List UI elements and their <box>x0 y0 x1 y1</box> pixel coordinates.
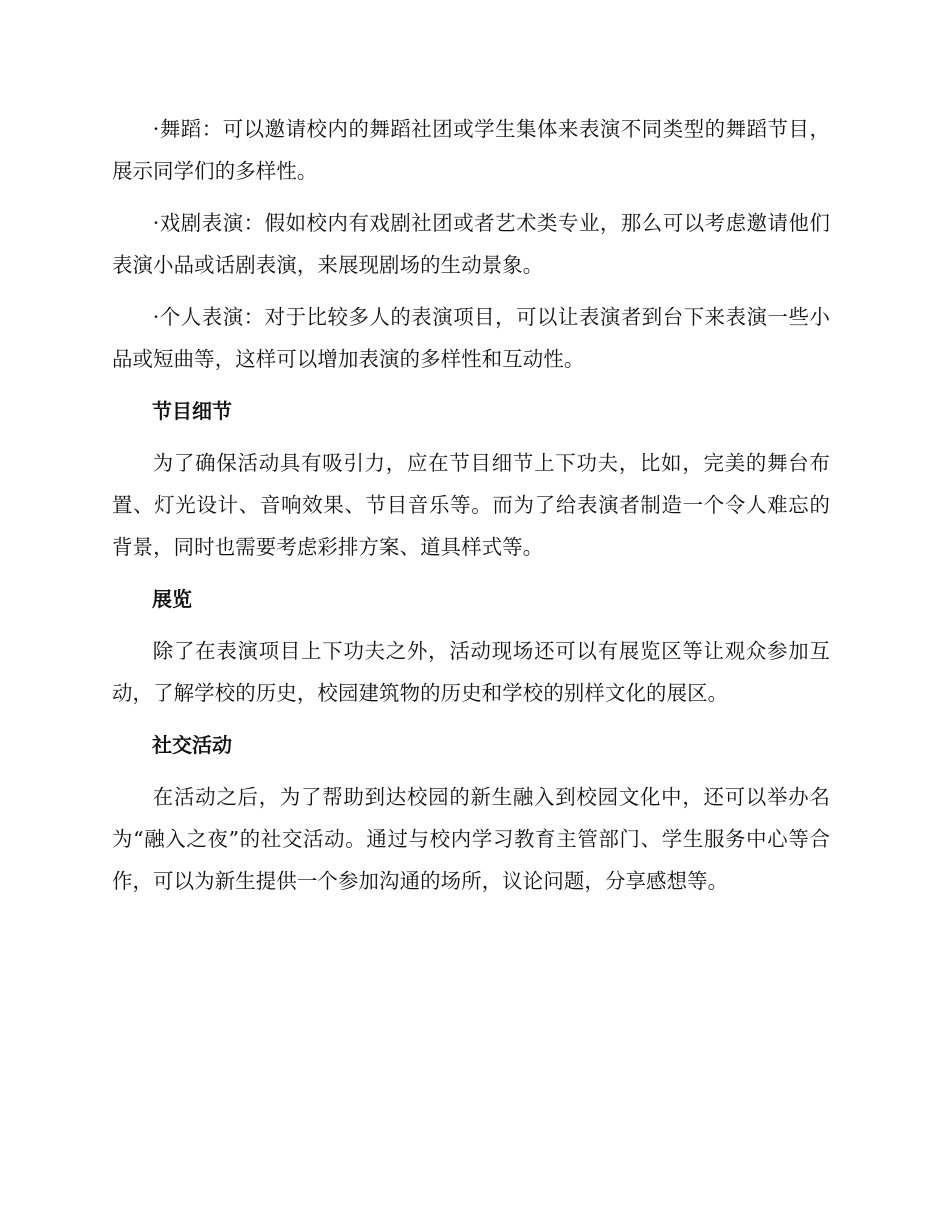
heading-exhibition: 展览 <box>152 587 192 611</box>
paragraph-exhibition: 除了在表演项目上下功夫之外，活动现场还可以有展览区等让观众参加互动，了解学校的历史，校园建筑物的历史和学校的别样文化的展区。 <box>112 639 830 705</box>
bullet-dance: ·舞蹈：可以邀请校内的舞蹈社团或学生集体来表演不同类型的舞蹈节目，展示同学们的多样性。 <box>112 117 830 183</box>
heading-social-activity: 社交活动 <box>152 733 232 757</box>
bullet-drama: ·戏剧表演：假如校内有戏剧社团或者艺术类专业，那么可以考虑邀请他们表演小品或话剧表演，来展现剧场的生动景象。 <box>112 211 830 277</box>
heading-program-details: 节目细节 <box>152 399 232 423</box>
paragraph-social-activity: 在活动之后，为了帮助到达校园的新生融入到校园文化中，还可以举办名为“融入之夜”的社交活动。通过与校内学习教育主管部门、学生服务中心等合作，可以为新生提供一个参加沟通的场所，议论问题，分享感想等。 <box>112 785 830 893</box>
paragraph-program-details: 为了确保活动具有吸引力，应在节目细节上下功夫，比如，完美的舞台布置、灯光设计、音响效果、节目音乐等。而为了给表演者制造一个令人难忘的背景，同时也需要考虑彩排方案、道具样式等。 <box>112 451 830 559</box>
bullet-solo: ·个人表演：对于比较多人的表演项目，可以让表演者到台下来表演一些小品或短曲等，这样可以增加表演的多样性和互动性。 <box>112 305 830 371</box>
document-page <box>112 108 830 912</box>
